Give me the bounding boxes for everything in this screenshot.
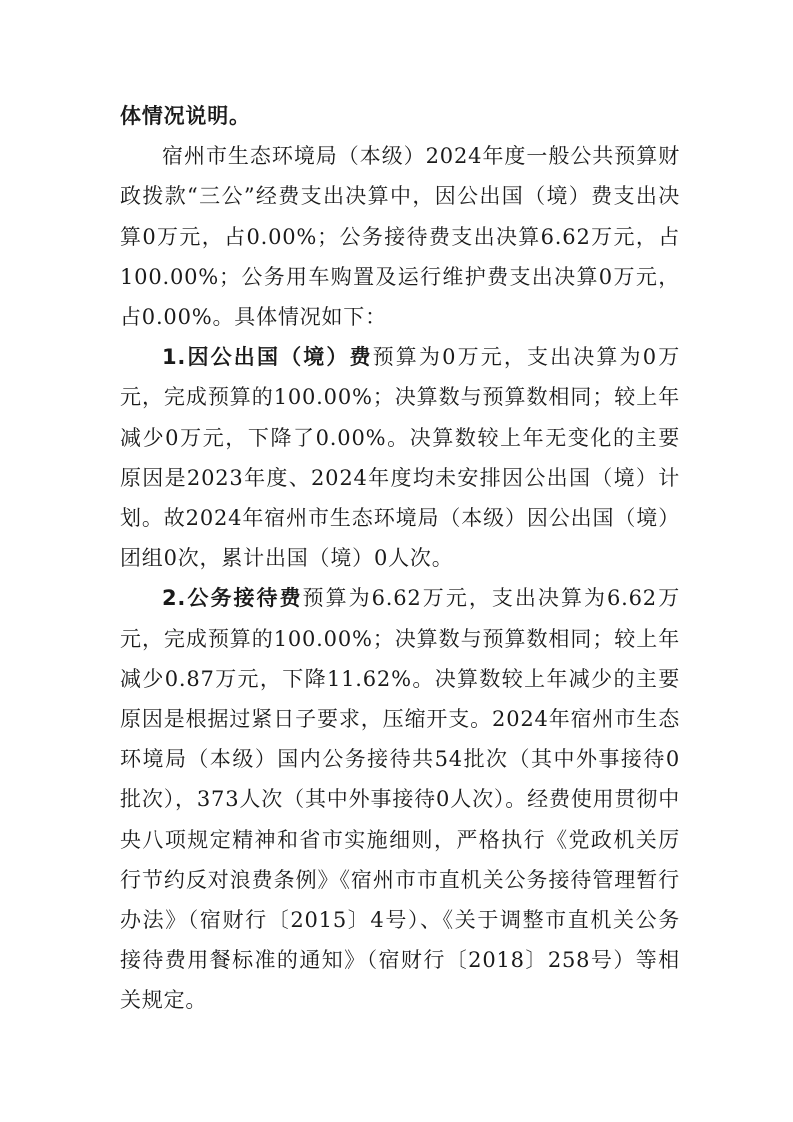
summary-paragraph: 宿州市生态环境局（本级）2024年度一般公共预算财政拨款“三公”经费支出决算中，因公出国（境）费支出决算0万元，占0.00%；公务接待费支出决算6.62万元，占100.00%；公务用车购置及运行维护费支出决算0万元，占0.00%。具体情况如下： (120, 144, 680, 330)
section-heading-continuation: 体情况说明。 (120, 104, 251, 128)
item-overseas-body: 预算为0万元，支出决算为0万元，完成预算的100.00%；决算数与预算数相同；较上年减少0万元，下降了0.00%。决算数较上年无变化的主要原因是2023年度、2024年度均未安排因公出国（境）计划。故2024年宿州市生态环境局（本级）因公出国（境）团组0次，累计出国（境）0人次。 (120, 345, 680, 571)
item-reception-paragraph (120, 578, 680, 1020)
item-reception-body: 预算为6.62万元，支出决算为6.62万元，完成预算的100.00%；决算数与预算数相同；较上年减少0.87万元，下降11.62%。决算数较上年减少的主要原因是根据过紧日子要求，压缩开支。2024年宿州市生态环境局（本级）国内公务接待共54批次（其中外事接待0批次），373人次（其中外事接待0人次）。经费使用贯彻中央八项规定精神和省市实施细则，严格执行《党政机关厉行节约反对浪费条例》《宿州市市直机关公务接待管理暂行办法》（宿财行〔2015〕4号）、《关于调整市直机关公务接待费用餐标准的通知》（宿财行〔2018〕258号）等相关规定。 (120, 586, 680, 1013)
item-overseas-title: 1.因公出国（境）费 (162, 345, 373, 370)
document-body (120, 96, 680, 1021)
item-overseas-paragraph (120, 337, 680, 578)
item-reception-title: 2.公务接待费 (162, 586, 303, 611)
